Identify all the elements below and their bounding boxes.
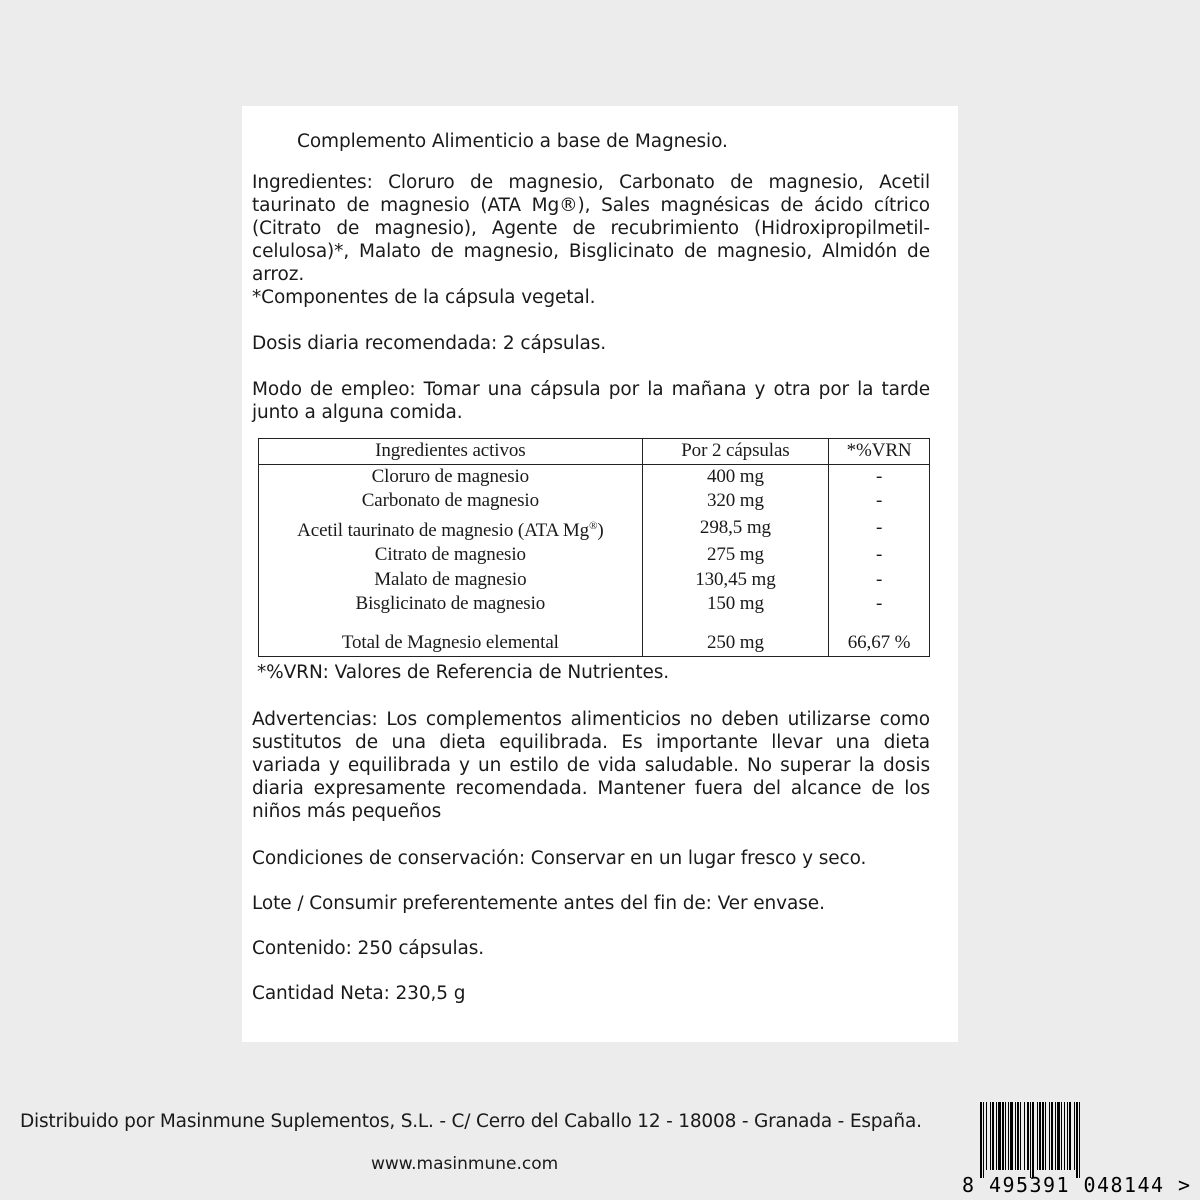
barcode-bar — [1039, 1102, 1041, 1170]
table-row — [259, 543, 930, 568]
ingredients-text: Ingredientes: Cloruro de magnesio, Carbonato de magnesio, Acetil taurinato de magnesio (ATA Mg®), Sales magnésicas de ácido cítrico (Citrato de magnesio), Agente de recubrimiento (Hidroxipropilmetil-celulosa)*, Malato de magnesio, Bisglicinato de magnesio, Almidón de arroz. — [252, 172, 930, 285]
daily-dose: Dosis diaria recomendada: 2 cápsulas. — [252, 333, 607, 354]
table-row — [259, 568, 930, 593]
barcode-bar — [1042, 1102, 1044, 1170]
header-vrn: *%VRN — [829, 439, 930, 465]
barcode-bar — [1055, 1102, 1056, 1170]
nutrition-table — [258, 438, 930, 657]
header-ingredients: Ingredientes activos — [259, 439, 643, 465]
content-quantity: Contenido: 250 cápsulas. — [252, 938, 485, 959]
ingredient-amount: 298,5 mg — [642, 514, 828, 544]
table-header-row — [259, 439, 930, 465]
ingredient-name: Cloruro de magnesio — [259, 464, 643, 489]
barcode-bar — [1074, 1102, 1075, 1170]
ingredient-name: Acetil taurinato de magnesio (ATA Mg®) — [259, 514, 643, 544]
barcode-bar — [1061, 1102, 1062, 1170]
website-url: www.masinmune.com — [371, 1154, 559, 1174]
barcode-bar — [1027, 1102, 1029, 1170]
capsule-note: *Componentes de la cápsula vegetal. — [252, 287, 596, 308]
barcode-bar — [1057, 1102, 1060, 1170]
ingredient-name: Bisglicinato de magnesio — [259, 592, 643, 617]
table-spacer-row — [259, 617, 930, 631]
table-row — [259, 592, 930, 617]
ingredient-vrn: - — [829, 514, 930, 544]
ingredient-name: Carbonato de magnesio — [259, 489, 643, 514]
storage-conditions: Condiciones de conservación: Conservar en un lugar fresco y seco. — [252, 848, 867, 869]
barcode-bar — [1015, 1102, 1016, 1170]
total-amount: 250 mg — [642, 631, 828, 657]
product-label — [242, 106, 958, 1042]
barcode-bar — [1024, 1102, 1025, 1170]
barcode-bar — [990, 1102, 991, 1170]
table-row — [259, 514, 930, 544]
barcode-bar — [1069, 1102, 1071, 1170]
total-label: Total de Magnesio elemental — [259, 631, 643, 657]
total-vrn: 66,67 % — [829, 631, 930, 657]
barcode-bar — [1045, 1102, 1046, 1170]
ingredient-amount: 150 mg — [642, 592, 828, 617]
barcode-bar — [1037, 1102, 1038, 1170]
barcode-bar — [1079, 1102, 1080, 1178]
ingredient-vrn: - — [829, 489, 930, 514]
warnings-text: Advertencias: Los complementos alimenticios no deben utilizarse como sustitutos de una dieta equilibrada. Es importante llevar una dieta variada y equilibrada y un estilo de vida saludable. No superar la dosis diaria expresamente recomendada. Mantener fuera del alcance de los niños más pequeños — [252, 709, 930, 822]
barcode-bar — [1051, 1102, 1053, 1170]
ingredient-amount: 275 mg — [642, 543, 828, 568]
net-quantity: Cantidad Neta: 230,5 g — [252, 983, 466, 1004]
barcode-bar — [1017, 1102, 1019, 1170]
ingredient-vrn: - — [829, 592, 930, 617]
ingredient-name: Malato de magnesio — [259, 568, 643, 593]
barcode-bar — [1049, 1102, 1050, 1170]
barcode-bar — [1008, 1102, 1009, 1170]
ingredient-name: Citrato de magnesio — [259, 543, 643, 568]
barcode-bar — [986, 1102, 987, 1170]
distributor-info: Distribuido por Masinmune Suplementos, S.L. - C/ Cerro del Caballo 12 - 18008 - Granada - España. — [20, 1111, 922, 1132]
barcode-bar — [1005, 1102, 1006, 1170]
barcode-bar — [1010, 1102, 1013, 1170]
header-per-dose: Por 2 cápsulas — [642, 439, 828, 465]
table-total-row — [259, 631, 930, 657]
barcode-bar — [1067, 1102, 1068, 1170]
barcode-bar — [998, 1102, 1001, 1170]
vrn-note: *%VRN: Valores de Referencia de Nutrientes. — [257, 662, 670, 683]
ingredient-vrn: - — [829, 543, 930, 568]
barcode-bar — [1030, 1102, 1031, 1178]
ingredient-amount: 320 mg — [642, 489, 828, 514]
ingredient-vrn: - — [829, 464, 930, 489]
barcode-bar — [996, 1102, 997, 1170]
table-row — [259, 489, 930, 514]
barcode-icon — [962, 1102, 1192, 1194]
barcode-number: 8 495391 048144 > — [962, 1173, 1190, 1194]
barcode-bar — [983, 1102, 984, 1178]
ingredient-vrn: - — [829, 568, 930, 593]
ingredient-amount: 400 mg — [642, 464, 828, 489]
barcode-bar — [1020, 1102, 1021, 1170]
barcode-bar — [1076, 1102, 1078, 1178]
table-row — [259, 464, 930, 489]
ingredient-amount: 130,45 mg — [642, 568, 828, 593]
product-title: Complemento Alimenticio a base de Magnesio. — [297, 131, 728, 152]
usage-instructions: Modo de empleo: Tomar una cápsula por la mañana y otra por la tarde junto a alguna comida. — [252, 379, 930, 423]
lot-best-before: Lote / Consumir preferentemente antes del fin de: Ver envase. — [252, 893, 825, 914]
barcode-bar — [992, 1102, 994, 1170]
barcode-bar — [980, 1102, 982, 1178]
barcode-bar — [1032, 1102, 1034, 1178]
barcode-bar — [1002, 1102, 1004, 1170]
barcode-bar — [1064, 1102, 1065, 1170]
